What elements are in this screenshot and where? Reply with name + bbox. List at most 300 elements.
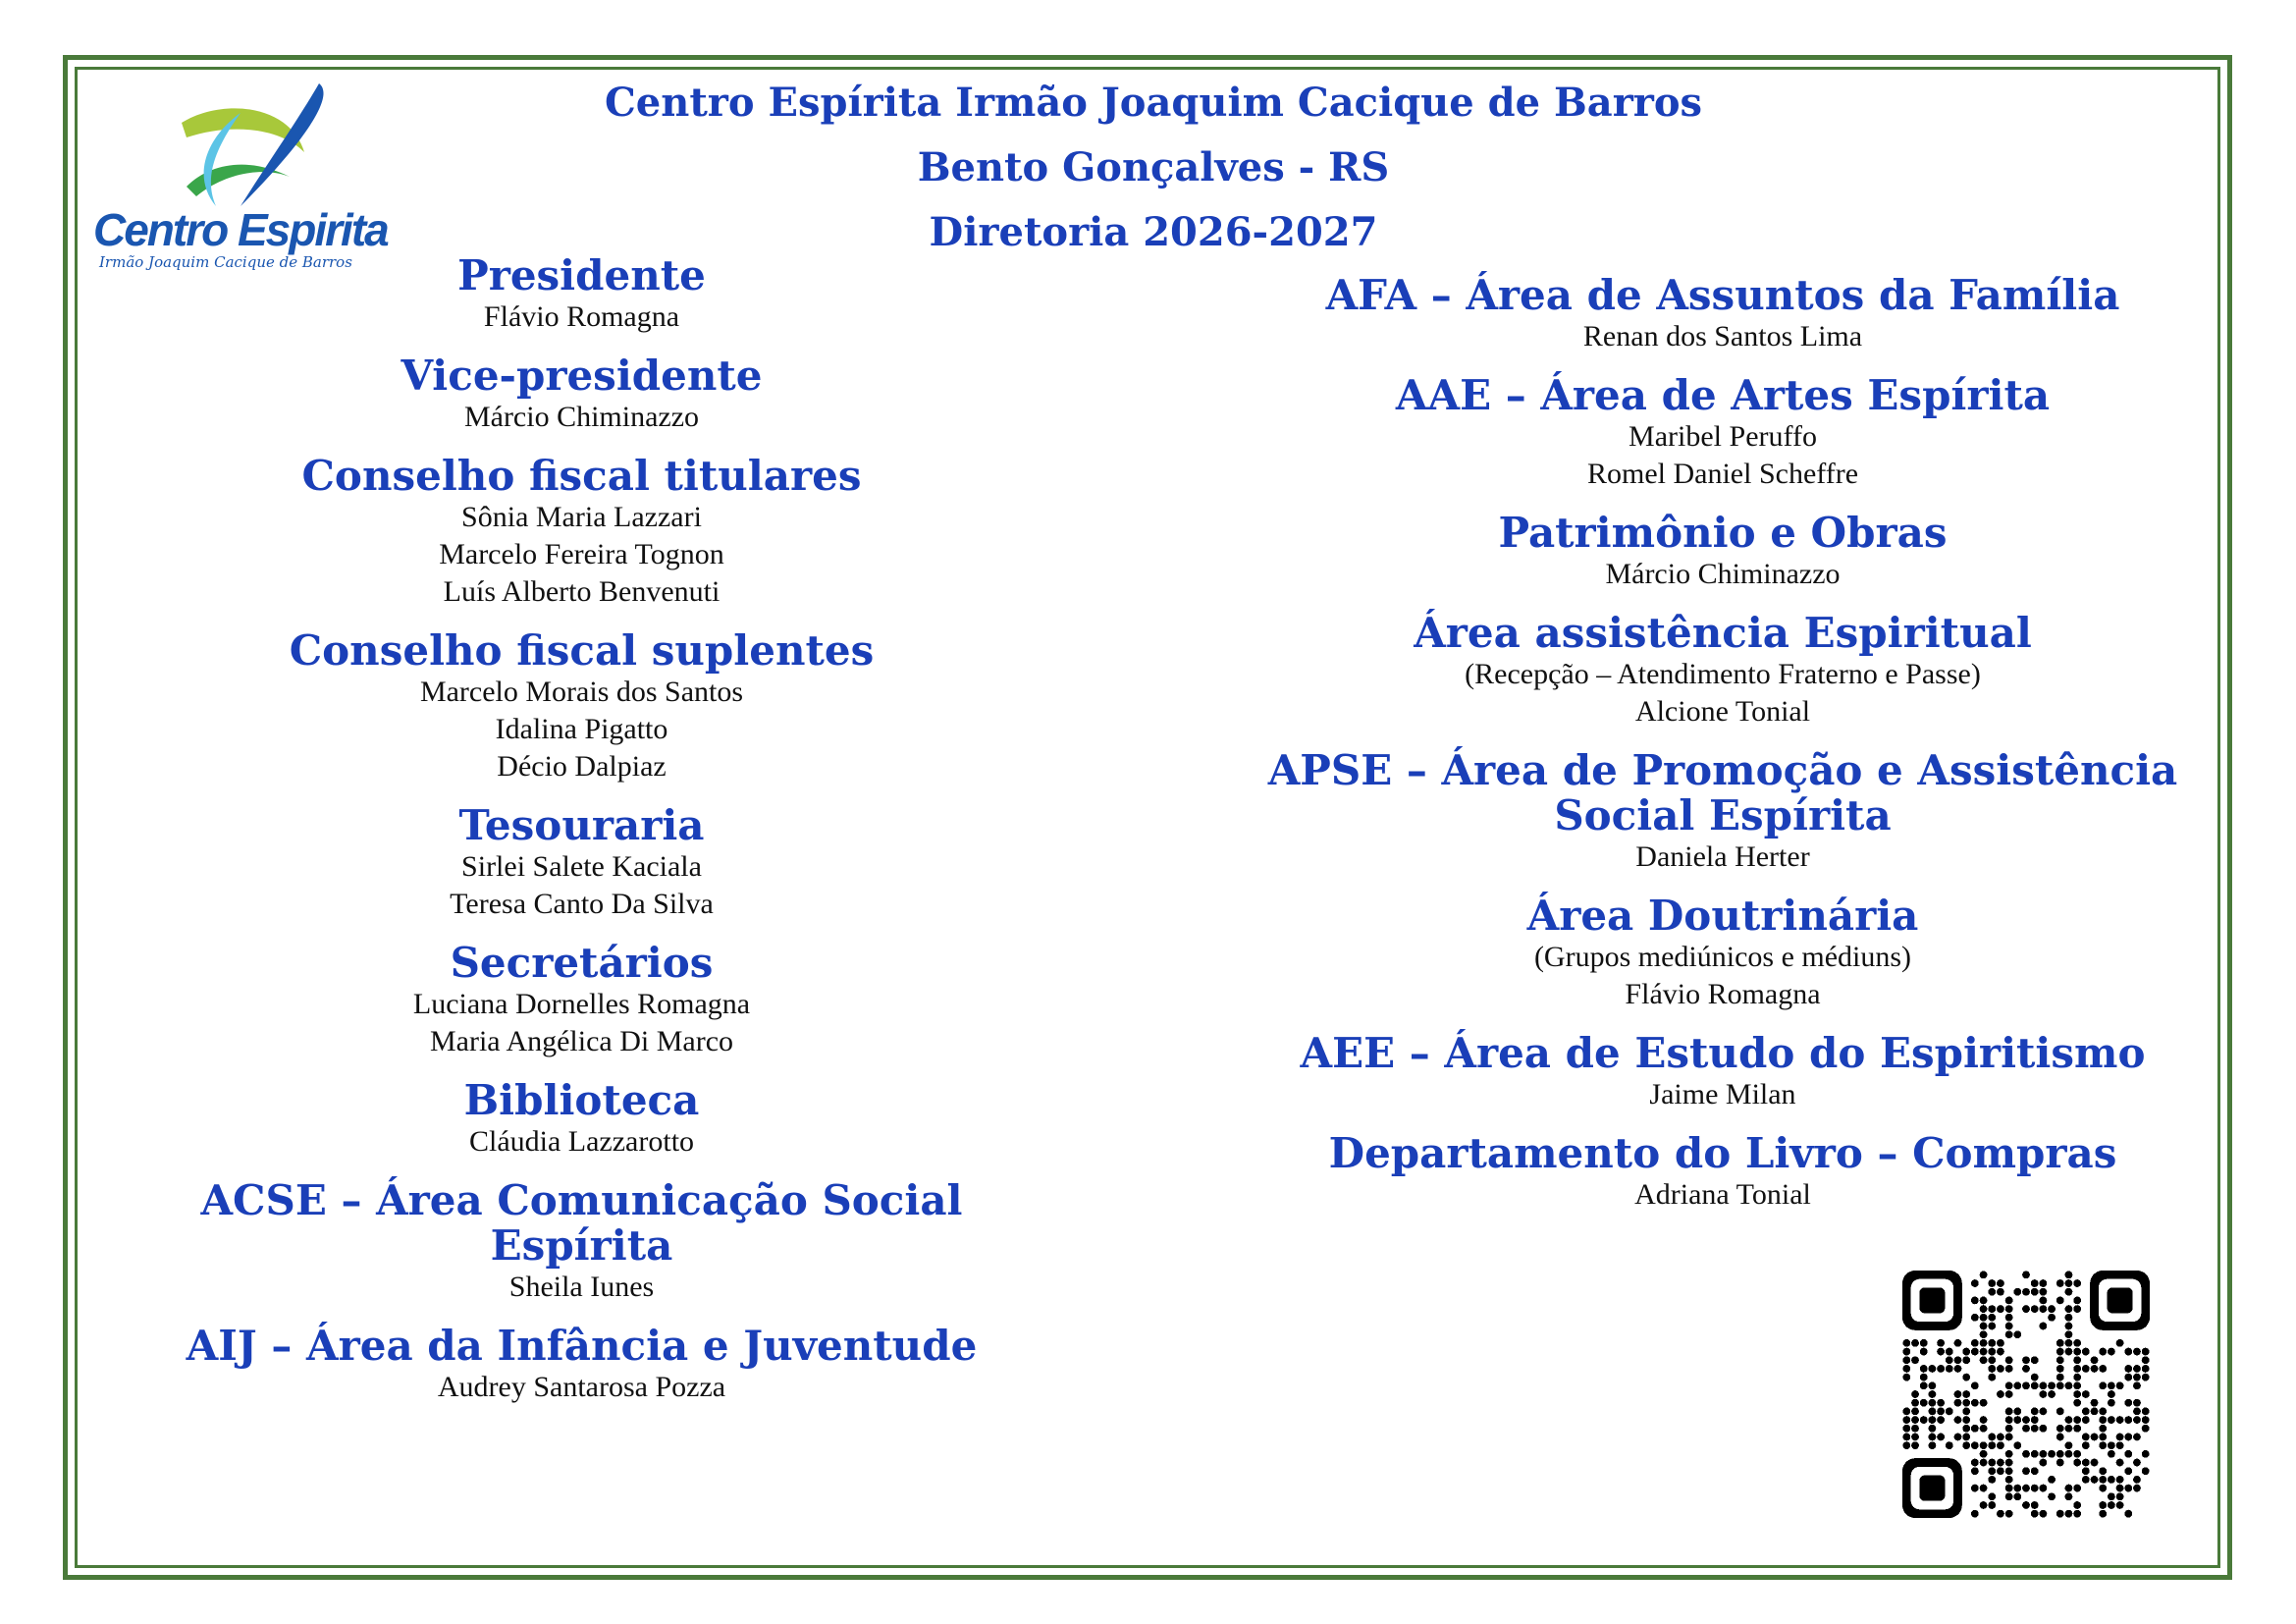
qr-module bbox=[2013, 1492, 2021, 1500]
qr-module bbox=[2056, 1279, 2064, 1287]
qr-module bbox=[1971, 1441, 1979, 1449]
qr-module bbox=[2039, 1485, 2047, 1492]
member-name: Sheila Iunes bbox=[508, 1271, 655, 1303]
qr-module bbox=[2031, 1305, 2039, 1313]
qr-module bbox=[1937, 1339, 1945, 1347]
qr-module bbox=[1962, 1425, 1970, 1433]
qr-module bbox=[1946, 1365, 1953, 1373]
qr-module bbox=[2124, 1434, 2132, 1441]
section-presidente bbox=[118, 253, 1045, 336]
qr-module bbox=[2133, 1407, 2141, 1415]
qr-module bbox=[2039, 1390, 2047, 1398]
qr-module bbox=[1988, 1305, 1996, 1313]
qr-module bbox=[2039, 1323, 2047, 1330]
member-name: Maribel Peruffo bbox=[1629, 420, 1817, 453]
qr-module bbox=[2056, 1434, 2064, 1441]
qr-module bbox=[1902, 1339, 1910, 1347]
qr-module bbox=[1937, 1399, 1945, 1407]
qr-module bbox=[2022, 1501, 2030, 1509]
qr-module bbox=[1971, 1510, 1979, 1518]
member-name: Renan dos Santos Lima bbox=[1582, 320, 1863, 352]
qr-module bbox=[2099, 1365, 2107, 1373]
qr-module bbox=[1954, 1399, 1962, 1407]
qr-module bbox=[2013, 1485, 2021, 1492]
qr-module bbox=[1929, 1381, 1937, 1389]
qr-module bbox=[1980, 1425, 1988, 1433]
qr-module bbox=[2073, 1381, 2081, 1389]
member-name: Jaime Milan bbox=[1649, 1078, 1796, 1110]
qr-module bbox=[2133, 1381, 2141, 1389]
qr-module bbox=[1962, 1434, 1970, 1441]
qr-module bbox=[2048, 1390, 2056, 1398]
qr-module bbox=[2124, 1399, 2132, 1407]
qr-module bbox=[1920, 1339, 1928, 1347]
qr-module bbox=[2091, 1356, 2099, 1364]
section-title: AEE – Área de Estudo do Espiritismo bbox=[1300, 1029, 2146, 1077]
qr-module bbox=[2005, 1467, 2013, 1475]
qr-module bbox=[2133, 1416, 2141, 1424]
qr-module bbox=[1929, 1441, 1937, 1449]
section-assistencia-espiritual bbox=[1222, 611, 2223, 731]
qr-module bbox=[1946, 1441, 1953, 1449]
qr-module bbox=[1980, 1271, 1988, 1278]
qr-module bbox=[1997, 1467, 2004, 1475]
qr-module bbox=[2133, 1348, 2141, 1356]
qr-module bbox=[2099, 1381, 2107, 1389]
qr-module bbox=[1971, 1425, 1979, 1433]
qr-module bbox=[2065, 1305, 2073, 1313]
qr-module bbox=[2056, 1348, 2064, 1356]
qr-module bbox=[2013, 1407, 2021, 1415]
qr-module bbox=[2108, 1390, 2115, 1398]
qr-module bbox=[2073, 1459, 2081, 1467]
qr-module bbox=[2031, 1279, 2039, 1287]
qr-module bbox=[2142, 1425, 2150, 1433]
qr-module bbox=[2022, 1356, 2030, 1364]
qr-module bbox=[1971, 1339, 1979, 1347]
qr-module bbox=[2116, 1416, 2124, 1424]
qr-module bbox=[2056, 1425, 2064, 1433]
qr-module bbox=[2073, 1510, 2081, 1518]
qr-module bbox=[2116, 1476, 2124, 1484]
qr-module bbox=[2013, 1381, 2021, 1389]
qr-module bbox=[2108, 1399, 2115, 1407]
qr-module bbox=[1980, 1297, 1988, 1305]
qr-module bbox=[2056, 1365, 2064, 1373]
qr-module bbox=[2065, 1330, 2073, 1338]
qr-module bbox=[2082, 1416, 2090, 1424]
qr-module bbox=[2031, 1510, 2039, 1518]
qr-module bbox=[1962, 1407, 1970, 1415]
qr-module bbox=[1988, 1374, 1996, 1381]
qr-module bbox=[2013, 1288, 2021, 1296]
qr-module bbox=[1980, 1323, 1988, 1330]
qr-module bbox=[1929, 1416, 1937, 1424]
qr-module bbox=[1997, 1339, 2004, 1347]
qr-module bbox=[1929, 1407, 1937, 1415]
qr-module bbox=[1937, 1407, 1945, 1415]
qr-module bbox=[1937, 1434, 1945, 1441]
qr-module bbox=[1988, 1348, 1996, 1356]
qr-module bbox=[2073, 1416, 2081, 1424]
qr-module bbox=[1954, 1339, 1962, 1347]
qr-module bbox=[2065, 1339, 2073, 1347]
qr-module bbox=[2065, 1416, 2073, 1424]
qr-module bbox=[2005, 1485, 2013, 1492]
member-name: Sônia Maria Lazzari bbox=[461, 501, 702, 533]
qr-module bbox=[2133, 1374, 2141, 1381]
qr-module bbox=[2031, 1467, 2039, 1475]
member-name: Cláudia Lazzarotto bbox=[468, 1125, 695, 1158]
qr-module bbox=[2031, 1407, 2039, 1415]
qr-module bbox=[1980, 1501, 1988, 1509]
section-acse bbox=[118, 1178, 1045, 1306]
qr-module bbox=[2133, 1434, 2141, 1441]
section-conselho-fiscal-titulares bbox=[118, 454, 1045, 611]
qr-module bbox=[2048, 1305, 2056, 1313]
qr-module bbox=[2065, 1288, 2073, 1296]
qr-module bbox=[1997, 1279, 2004, 1287]
qr-module bbox=[2039, 1288, 2047, 1296]
qr-module bbox=[1946, 1356, 1953, 1364]
section-departamento-livro bbox=[1222, 1131, 2223, 1214]
section-title: Área assistência Espiritual bbox=[1414, 609, 2032, 657]
qr-module bbox=[2065, 1279, 2073, 1287]
qr-module bbox=[1911, 1356, 1919, 1364]
section-aae bbox=[1222, 373, 2223, 493]
qr-module bbox=[1954, 1390, 1962, 1398]
qr-module bbox=[2116, 1441, 2124, 1449]
member-name: Márcio Chiminazzo bbox=[1605, 558, 1841, 590]
section-title: AFA – Área de Assuntos da Família bbox=[1325, 271, 2120, 319]
qr-module bbox=[1988, 1492, 1996, 1500]
qr-module bbox=[2091, 1407, 2099, 1415]
qr-module bbox=[1962, 1399, 1970, 1407]
qr-module bbox=[2099, 1407, 2107, 1415]
section-title: Patrimônio e Obras bbox=[1498, 509, 1948, 557]
qr-module bbox=[2013, 1441, 2021, 1449]
qr-module bbox=[2116, 1492, 2124, 1500]
member-name: Flávio Romagna bbox=[483, 300, 680, 333]
qr-module bbox=[1920, 1416, 1928, 1424]
qr-module bbox=[1902, 1416, 1910, 1424]
qr-module bbox=[2039, 1305, 2047, 1313]
qr-module bbox=[1920, 1374, 1928, 1381]
qr-module bbox=[2005, 1381, 2013, 1389]
qr-module bbox=[2056, 1450, 2064, 1458]
qr-module bbox=[2022, 1416, 2030, 1424]
qr-module bbox=[2082, 1434, 2090, 1441]
member-name: Teresa Canto Da Silva bbox=[450, 888, 714, 920]
logo-subtitle: Irmão Joaquim Cacique de Barros bbox=[99, 253, 352, 271]
qr-module bbox=[2065, 1271, 2073, 1278]
qr-module bbox=[1902, 1365, 1910, 1373]
qr-module bbox=[1911, 1390, 1919, 1398]
qr-module bbox=[2091, 1476, 2099, 1484]
qr-module bbox=[2099, 1425, 2107, 1433]
section-title: APSE – Área de Promoção e Assistência Social Espírita bbox=[1267, 746, 2178, 839]
qr-module bbox=[2124, 1467, 2132, 1475]
qr-finder-top-right bbox=[2090, 1271, 2150, 1330]
member-name: Romel Daniel Scheffre bbox=[1586, 458, 1859, 490]
qr-module bbox=[2065, 1450, 2073, 1458]
qr-module bbox=[2073, 1485, 2081, 1492]
qr-module bbox=[2082, 1441, 2090, 1449]
qr-module bbox=[2116, 1485, 2124, 1492]
qr-module bbox=[2039, 1381, 2047, 1389]
qr-module bbox=[2073, 1365, 2081, 1373]
qr-module bbox=[2048, 1476, 2056, 1484]
section-conselho-fiscal-suplentes bbox=[118, 628, 1045, 785]
qr-module bbox=[2142, 1416, 2150, 1424]
qr-module bbox=[1929, 1390, 1937, 1398]
qr-module bbox=[2056, 1297, 2064, 1305]
qr-module bbox=[1902, 1425, 1910, 1433]
section-title: Presidente bbox=[457, 251, 706, 299]
qr-module bbox=[2116, 1501, 2124, 1509]
qr-module bbox=[2031, 1374, 2039, 1381]
qr-module bbox=[2005, 1434, 2013, 1441]
qr-module bbox=[2056, 1339, 2064, 1347]
qr-module bbox=[2005, 1390, 2013, 1398]
qr-module bbox=[2031, 1288, 2039, 1296]
qr-module bbox=[1937, 1365, 1945, 1373]
qr-module bbox=[2142, 1348, 2150, 1356]
qr-module bbox=[1988, 1356, 1996, 1364]
qr-module bbox=[1902, 1348, 1910, 1356]
qr-module bbox=[2073, 1339, 2081, 1347]
qr-module bbox=[1946, 1407, 1953, 1415]
qr-module bbox=[1971, 1297, 1979, 1305]
qr-module bbox=[2031, 1425, 2039, 1433]
qr-module bbox=[2124, 1485, 2132, 1492]
member-name: Luís Alberto Benvenuti bbox=[443, 575, 721, 608]
qr-module bbox=[1980, 1330, 1988, 1338]
section-title: Conselho fiscal titulares bbox=[301, 452, 862, 500]
qr-module bbox=[2048, 1381, 2056, 1389]
section-title: Biblioteca bbox=[463, 1076, 700, 1124]
qr-module bbox=[2099, 1485, 2107, 1492]
qr-module bbox=[1902, 1374, 1910, 1381]
qr-module bbox=[2133, 1399, 2141, 1407]
qr-module bbox=[2124, 1365, 2132, 1373]
qr-module bbox=[1980, 1348, 1988, 1356]
qr-module bbox=[2133, 1485, 2141, 1492]
qr-module bbox=[2099, 1416, 2107, 1424]
qr-module bbox=[1902, 1434, 1910, 1441]
qr-module bbox=[1962, 1416, 1970, 1424]
qr-module bbox=[2005, 1459, 2013, 1467]
qr-module bbox=[1980, 1356, 1988, 1364]
qr-module bbox=[2031, 1356, 2039, 1364]
qr-module bbox=[2031, 1450, 2039, 1458]
qr-module bbox=[2099, 1467, 2107, 1475]
member-name: Flávio Romagna bbox=[1625, 978, 1821, 1010]
qr-module bbox=[2022, 1450, 2030, 1458]
left-column bbox=[118, 253, 1045, 1424]
qr-module bbox=[1911, 1407, 1919, 1415]
qr-module bbox=[2082, 1476, 2090, 1484]
qr-module bbox=[2099, 1501, 2107, 1509]
qr-module bbox=[2073, 1501, 2081, 1509]
qr-module bbox=[2031, 1485, 2039, 1492]
qr-module bbox=[2142, 1407, 2150, 1415]
qr-finder-top-left bbox=[1902, 1271, 1962, 1330]
qr-module bbox=[2048, 1450, 2056, 1458]
qr-module bbox=[1997, 1365, 2004, 1373]
qr-module bbox=[1988, 1314, 1996, 1322]
document-header bbox=[491, 71, 1816, 265]
qr-module bbox=[2039, 1450, 2047, 1458]
section-patrimonio-obras bbox=[1222, 511, 2223, 593]
qr-module bbox=[2073, 1374, 2081, 1381]
qr-module bbox=[2108, 1450, 2115, 1458]
qr-module bbox=[2005, 1510, 2013, 1518]
qr-module bbox=[2005, 1476, 2013, 1484]
qr-module bbox=[1911, 1434, 1919, 1441]
qr-module bbox=[2142, 1356, 2150, 1364]
section-biblioteca bbox=[118, 1078, 1045, 1161]
qr-module bbox=[2091, 1399, 2099, 1407]
qr-module bbox=[1937, 1416, 1945, 1424]
qr-module bbox=[2108, 1381, 2115, 1389]
section-title: ACSE – Área Comunicação Social Espírita bbox=[200, 1176, 963, 1270]
section-secretarios bbox=[118, 941, 1045, 1060]
qr-module bbox=[1971, 1314, 1979, 1322]
qr-module bbox=[1911, 1441, 1919, 1449]
qr-module bbox=[2056, 1381, 2064, 1389]
section-apse bbox=[1222, 748, 2223, 876]
qr-module bbox=[2142, 1374, 2150, 1381]
qr-module bbox=[2116, 1339, 2124, 1347]
qr-module bbox=[1971, 1459, 1979, 1467]
qr-module bbox=[1988, 1441, 1996, 1449]
qr-module bbox=[2005, 1416, 2013, 1424]
qr-module bbox=[2124, 1510, 2132, 1518]
qr-module bbox=[2022, 1365, 2030, 1373]
qr-module bbox=[1997, 1305, 2004, 1313]
qr-module bbox=[2142, 1450, 2150, 1458]
member-name: Márcio Chiminazzo bbox=[463, 401, 700, 433]
qr-module bbox=[1962, 1348, 1970, 1356]
qr-module bbox=[2022, 1381, 2030, 1389]
qr-module bbox=[2082, 1407, 2090, 1415]
qr-module bbox=[1954, 1434, 1962, 1441]
qr-module bbox=[2082, 1348, 2090, 1356]
member-name: Maria Angélica Di Marco bbox=[429, 1025, 734, 1057]
qr-module bbox=[1997, 1441, 2004, 1449]
qr-module bbox=[2065, 1441, 2073, 1449]
qr-module bbox=[2065, 1323, 2073, 1330]
qr-module bbox=[2039, 1459, 2047, 1467]
qr-module bbox=[1920, 1348, 1928, 1356]
section-area-doutrinaria bbox=[1222, 893, 2223, 1013]
qr-module bbox=[2108, 1501, 2115, 1509]
qr-module bbox=[2005, 1314, 2013, 1322]
member-name: Sirlei Salete Kaciala bbox=[461, 850, 702, 883]
qr-module bbox=[1997, 1348, 2004, 1356]
qr-module bbox=[2039, 1279, 2047, 1287]
qr-module bbox=[1971, 1381, 1979, 1389]
qr-module bbox=[2099, 1510, 2107, 1518]
qr-module bbox=[2022, 1288, 2030, 1296]
member-name: Daniela Herter bbox=[1635, 840, 1810, 873]
qr-finder-bottom-left bbox=[1902, 1458, 1962, 1518]
qr-module bbox=[2022, 1305, 2030, 1313]
qr-module bbox=[2039, 1407, 2047, 1415]
qr-module bbox=[1988, 1323, 1996, 1330]
qr-module bbox=[2031, 1381, 2039, 1389]
header-city: Bento Gonçalves - RS bbox=[917, 144, 1390, 190]
qr-module bbox=[1980, 1459, 1988, 1467]
section-note: (Grupos mediúnicos e médiuns) bbox=[1533, 941, 1912, 973]
section-title: AIJ – Área da Infância e Juventude bbox=[186, 1322, 978, 1370]
section-title: Departamento do Livro – Compras bbox=[1328, 1129, 2117, 1177]
qr-module bbox=[2065, 1314, 2073, 1322]
section-title: Tesouraria bbox=[458, 801, 705, 849]
qr-module bbox=[1997, 1390, 2004, 1398]
qr-module bbox=[2091, 1434, 2099, 1441]
qr-module bbox=[2116, 1434, 2124, 1441]
qr-module bbox=[2065, 1425, 2073, 1433]
qr-module bbox=[1988, 1459, 1996, 1467]
qr-module bbox=[1971, 1279, 1979, 1287]
qr-module bbox=[2022, 1467, 2030, 1475]
section-note: (Recepção – Atendimento Fraterno e Passe) bbox=[1465, 658, 1981, 690]
qr-module bbox=[2073, 1279, 2081, 1287]
qr-module bbox=[1980, 1339, 1988, 1347]
qr-module bbox=[1997, 1459, 2004, 1467]
qr-module bbox=[1980, 1399, 1988, 1407]
qr-module bbox=[1997, 1434, 2004, 1441]
qr-module bbox=[2091, 1459, 2099, 1467]
member-name: Adriana Tonial bbox=[1634, 1178, 1811, 1211]
qr-module bbox=[1929, 1425, 1937, 1433]
qr-module bbox=[2005, 1450, 2013, 1458]
qr-module bbox=[2056, 1407, 2064, 1415]
qr-module bbox=[1988, 1434, 1996, 1441]
qr-module bbox=[2005, 1365, 2013, 1373]
member-name: Alcione Tonial bbox=[1634, 695, 1811, 728]
qr-module bbox=[2056, 1374, 2064, 1381]
qr-module bbox=[2073, 1425, 2081, 1433]
qr-module bbox=[1997, 1288, 2004, 1296]
qr-module bbox=[1929, 1365, 1937, 1373]
qr-module bbox=[2039, 1297, 2047, 1305]
qr-module bbox=[2133, 1365, 2141, 1373]
qr-module bbox=[2022, 1271, 2030, 1278]
section-aee bbox=[1222, 1031, 2223, 1113]
section-title: Vice-presidente bbox=[400, 352, 763, 400]
qr-module bbox=[1988, 1288, 1996, 1296]
qr-module bbox=[1997, 1510, 2004, 1518]
section-vice-presidente bbox=[118, 353, 1045, 436]
member-name: Marcelo Fereira Tognon bbox=[439, 538, 724, 570]
qr-module bbox=[2073, 1305, 2081, 1313]
qr-code[interactable] bbox=[1902, 1271, 2150, 1518]
qr-module bbox=[1980, 1450, 1988, 1458]
qr-module bbox=[2073, 1399, 2081, 1407]
qr-module bbox=[2082, 1467, 2090, 1475]
qr-module bbox=[2039, 1425, 2047, 1433]
qr-module bbox=[1929, 1399, 1937, 1407]
qr-module bbox=[1911, 1339, 1919, 1347]
qr-module bbox=[1954, 1356, 1962, 1364]
qr-module bbox=[1971, 1485, 1979, 1492]
qr-module bbox=[2073, 1390, 2081, 1398]
qr-module bbox=[2031, 1416, 2039, 1424]
qr-module bbox=[2073, 1297, 2081, 1305]
